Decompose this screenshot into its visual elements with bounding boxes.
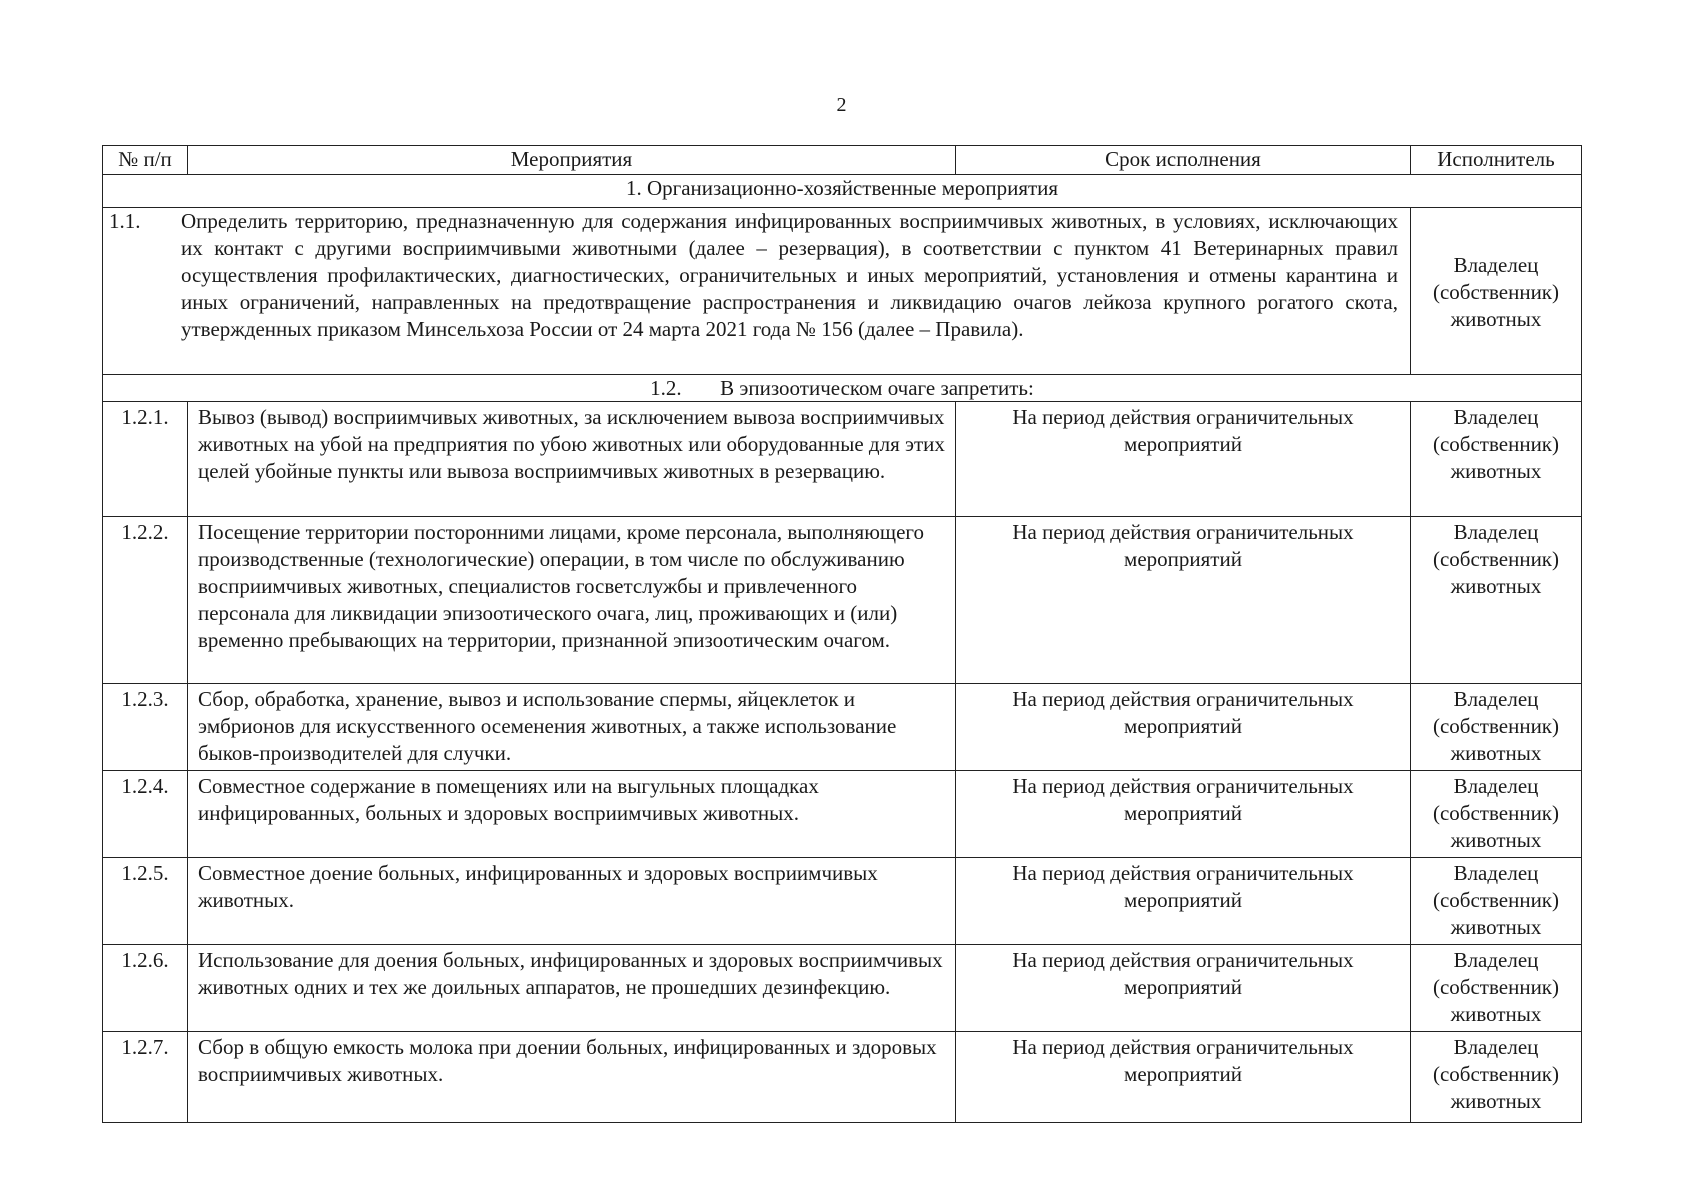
row-executor: Владелец (собственник) животных xyxy=(1411,402,1582,517)
row-executor: Владелец (собственник) животных xyxy=(1411,771,1582,858)
row-measure: Использование для доения больных, инфицированных и здоровых восприимчивых животных одних и тех же доильных аппаратов, не прошедших дезинфекцию. xyxy=(188,945,956,1032)
row-measure: Сбор, обработка, хранение, вывоз и использование спермы, яйцеклеток и эмбрионов для искусственного осеменения животных, а также использование быков-производителей для случки. xyxy=(188,684,956,771)
row-number: 1.2.7. xyxy=(103,1032,188,1123)
intro-text: Определить территорию, предназначенную для содержания инфицированных восприимчивых животных, в условиях, исключающих их контакт с другими восприимчивыми животными (далее – резервация), в соответствии с пунктом 41 Ветеринарных правил осуществления профилактических, диагностических, ограничительных и иных мероприятий, установления и отмены карантина и иных ограничений, направленных на предотвращение распространения и ликвидацию очагов лейкоза крупного рогатого скота, утвержденных приказом Минсельхоза России от 24 марта 2021 года № 156 (далее – Правила). xyxy=(181,209,1398,341)
row-number: 1.2.5. xyxy=(103,858,188,945)
measures-table xyxy=(102,145,1582,1123)
row-executor: Владелец (собственник) животных xyxy=(1411,517,1582,684)
section-title: 1. Организационно-хозяйственные мероприятия xyxy=(103,175,1582,208)
subsection-number: 1.2. xyxy=(650,376,682,400)
row-term: На период действия ограничительных мероприятий xyxy=(956,402,1411,517)
header-term: Срок исполнения xyxy=(956,146,1411,175)
row-measure: Совместное доение больных, инфицированных и здоровых восприимчивых животных. xyxy=(188,858,956,945)
row-executor: Владелец (собственник) животных xyxy=(1411,684,1582,771)
row-number: 1.2.2. xyxy=(103,517,188,684)
row-number: 1.2.1. xyxy=(103,402,188,517)
table-row xyxy=(103,684,1582,771)
table-row xyxy=(103,771,1582,858)
row-term: На период действия ограничительных мероприятий xyxy=(956,771,1411,858)
row-measure: Посещение территории посторонними лицами, кроме персонала, выполняющего производственные (технологические) операции, в том числе по обслуживанию восприимчивых животных, специалистов госветслужбы и привлеченного персонала для ликвидации эпизоотического очага, лиц, проживающих и (или) временно пребывающих на территории, признанной эпизоотическим очагом. xyxy=(188,517,956,684)
intro-executor: Владелец (собственник) животных xyxy=(1411,208,1582,375)
row-number: 1.2.6. xyxy=(103,945,188,1032)
section-row xyxy=(103,175,1582,208)
row-term: На период действия ограничительных мероприятий xyxy=(956,1032,1411,1123)
table-row xyxy=(103,402,1582,517)
row-term: На период действия ограничительных мероприятий xyxy=(956,684,1411,771)
row-term: На период действия ограничительных мероприятий xyxy=(956,517,1411,684)
table-row xyxy=(103,517,1582,684)
header-executor: Исполнитель xyxy=(1411,146,1582,175)
row-executor: Владелец (собственник) животных xyxy=(1411,858,1582,945)
row-executor: Владелец (собственник) животных xyxy=(1411,945,1582,1032)
subsection-title: В эпизоотическом очаге запретить: xyxy=(720,376,1034,400)
header-measures: Мероприятия xyxy=(188,146,956,175)
table-header-row xyxy=(103,146,1582,175)
header-number: № п/п xyxy=(103,146,188,175)
row-executor: Владелец (собственник) животных xyxy=(1411,1032,1582,1123)
row-measure: Вывоз (вывод) восприимчивых животных, за исключением вывоза восприимчивых животных на убой на предприятия по убою животных или оборудованные для этих целей убойные пункты или вывоза восприимчивых животных в резервацию. xyxy=(188,402,956,517)
row-term: На период действия ограничительных мероприятий xyxy=(956,945,1411,1032)
table-row xyxy=(103,858,1582,945)
table-row xyxy=(103,945,1582,1032)
table-row xyxy=(103,1032,1582,1123)
subsection-cell xyxy=(103,375,1582,402)
page-number: 2 xyxy=(836,94,847,116)
row-measure: Сбор в общую емкость молока при доении больных, инфицированных и здоровых восприимчивых животных. xyxy=(188,1032,956,1123)
row-number: 1.2.3. xyxy=(103,684,188,771)
intro-cell xyxy=(103,208,1411,375)
table-row xyxy=(103,208,1582,375)
row-number: 1.2.4. xyxy=(103,771,188,858)
row-term: На период действия ограничительных мероприятий xyxy=(956,858,1411,945)
intro-number: 1.1. xyxy=(109,209,141,233)
row-measure: Совместное содержание в помещениях или на выгульных площадках инфицированных, больных и здоровых восприимчивых животных. xyxy=(188,771,956,858)
subsection-row xyxy=(103,375,1582,402)
